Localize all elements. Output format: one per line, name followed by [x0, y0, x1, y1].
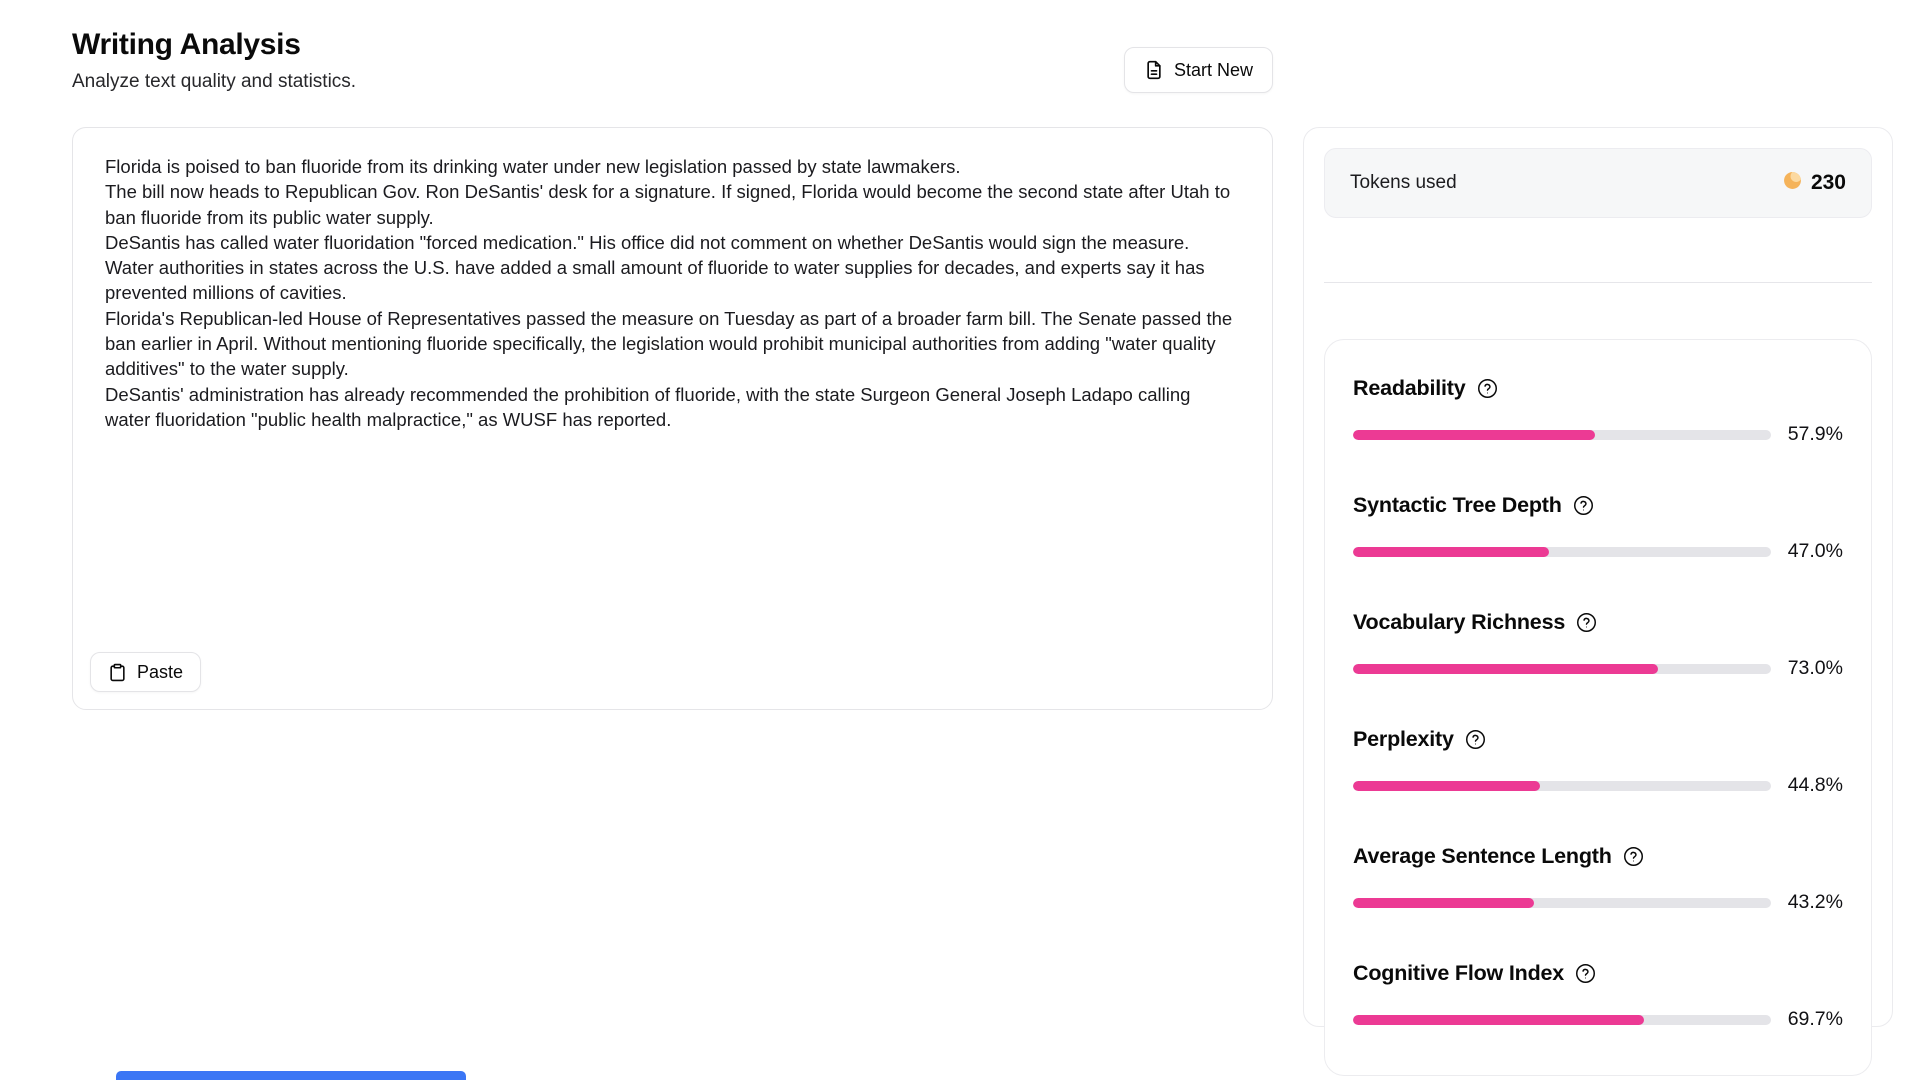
metric-progress-track: [1353, 1015, 1771, 1025]
metric-label: Vocabulary Richness: [1353, 610, 1566, 634]
help-circle-icon[interactable]: [1477, 378, 1498, 399]
help-circle-icon[interactable]: [1573, 495, 1594, 516]
metric-value: 73.0%: [1787, 657, 1843, 679]
start-new-label: Start New: [1173, 59, 1253, 80]
help-circle-icon[interactable]: [1576, 612, 1597, 633]
metric-progress-fill: [1353, 898, 1534, 908]
metric-progress-fill: [1353, 781, 1540, 791]
help-circle-icon[interactable]: [1465, 729, 1486, 750]
page-title: Writing Analysis: [72, 28, 301, 61]
metric-row: [1353, 610, 1843, 680]
coin-icon: [1783, 171, 1802, 195]
tokens-used-value: 230: [1810, 171, 1846, 194]
editor-paragraph: Florida's Republican-led House of Representatives passed the measure on Tuesday as part of a broader farm bill. The Senate passed the ban earlier in April. Without mentioning fluoride specifically, the legislation would prohibit municipal authorities from adding "water quality additives" to the water supply.: [105, 307, 1233, 380]
metric-row: [1353, 376, 1843, 446]
metric-progress-track: [1353, 430, 1771, 440]
start-new-button[interactable]: [1124, 47, 1273, 93]
metric-row: [1353, 493, 1843, 563]
metric-progress-track: [1353, 781, 1771, 791]
editor-paragraph: The bill now heads to Republican Gov. Ron DeSantis' desk for a signature. If signed, Florida would become the second state after Utah to ban fluoride from its public water supply.: [105, 181, 1231, 228]
page-subtitle: Analyze text quality and statistics.: [72, 71, 357, 92]
metric-row: [1353, 961, 1843, 1031]
metric-progress-fill: [1353, 430, 1595, 440]
metric-value: 57.9%: [1787, 423, 1843, 445]
bottom-accent-bar: [116, 1071, 466, 1080]
paste-label: Paste: [137, 661, 184, 682]
metric-label: Perplexity: [1353, 727, 1454, 751]
metric-progress-fill: [1353, 547, 1549, 557]
tokens-used-label: Tokens used: [1350, 172, 1457, 193]
metric-row: [1353, 844, 1843, 914]
editor-paragraph: Water authorities in states across the U.S. have added a small amount of fluoride to water supplies for decades, and experts say it has prevented millions of cavities.: [105, 257, 1205, 304]
metric-label: Average Sentence Length: [1353, 844, 1612, 868]
metric-progress-fill: [1353, 664, 1658, 674]
paste-button[interactable]: [90, 652, 201, 692]
clipboard-icon: [108, 663, 127, 682]
text-editor-card[interactable]: [72, 127, 1273, 710]
panel-divider: [1324, 282, 1872, 283]
metric-value: 47.0%: [1787, 540, 1843, 562]
page-header: [72, 28, 1273, 93]
main-columns: [72, 127, 1894, 1030]
metric-value: 43.2%: [1787, 891, 1843, 913]
editor-paragraph: Florida is poised to ban fluoride from its drinking water under new legislation passed by state lawmakers.: [105, 156, 961, 177]
help-circle-icon[interactable]: [1623, 846, 1644, 867]
page-heading-block: [72, 28, 356, 93]
tokens-used-value-group: [1783, 171, 1846, 195]
metric-progress-track: [1353, 664, 1771, 674]
metric-progress-track: [1353, 898, 1771, 908]
metric-progress-track: [1353, 547, 1771, 557]
editor-text[interactable]: [105, 154, 1240, 432]
metric-value: 69.7%: [1787, 1008, 1843, 1030]
metric-label: Readability: [1353, 376, 1466, 400]
editor-paragraph: DeSantis has called water fluoridation "forced medication." His office did not comment on whether DeSantis would sign the measure.: [105, 231, 1190, 253]
metric-progress-fill: [1353, 1015, 1644, 1025]
editor-paragraph: DeSantis' administration has already recommended the prohibition of fluoride, with the state Surgeon General Joseph Ladapo calling water fluoridation "public health malpractice," as WUSF has reported.: [105, 383, 1191, 430]
analysis-results-panel: [1303, 127, 1893, 1030]
help-circle-icon[interactable]: [1575, 963, 1596, 984]
metric-row: [1353, 727, 1843, 797]
metric-value: 44.8%: [1787, 774, 1843, 796]
metrics-card: [1324, 339, 1872, 1076]
metric-label: Syntactic Tree Depth: [1353, 493, 1562, 517]
tokens-used-card: [1324, 148, 1872, 218]
metric-label: Cognitive Flow Index: [1353, 961, 1565, 985]
file-text-icon: [1144, 60, 1164, 80]
